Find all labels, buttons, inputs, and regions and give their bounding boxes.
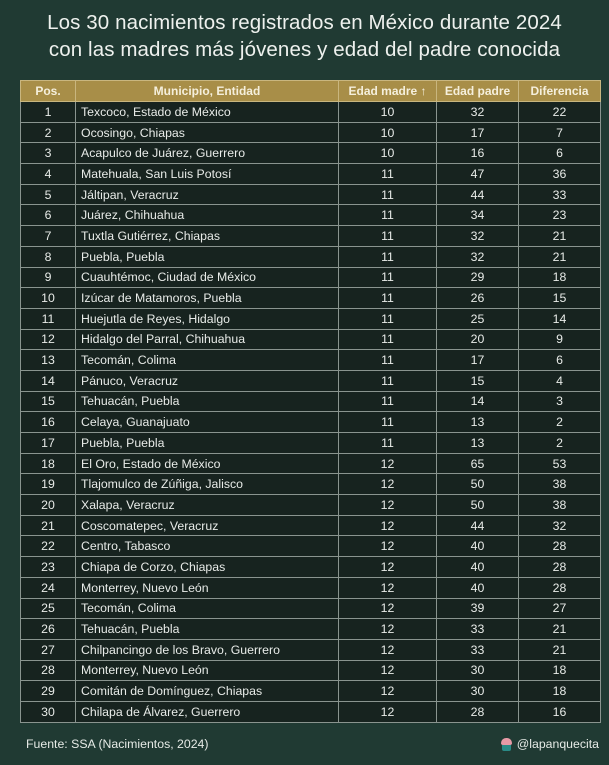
cell-edad-madre: 11 [339,226,437,247]
table-row [21,267,601,288]
cell-edad-padre: 50 [437,474,519,495]
cell-edad-madre: 10 [339,102,437,123]
cell-edad-padre: 28 [437,701,519,722]
cell-diferencia: 21 [519,639,601,660]
cell-edad-madre: 12 [339,598,437,619]
table-row [21,122,601,143]
table-row [21,515,601,536]
cell-edad-padre: 47 [437,164,519,185]
cell-edad-madre: 11 [339,412,437,433]
cell-diferencia: 27 [519,598,601,619]
cell-edad-padre: 14 [437,391,519,412]
table-row [21,660,601,681]
cell-pos: 21 [21,515,76,536]
author-handle [501,737,599,751]
cell-pos: 13 [21,350,76,371]
cell-pos: 30 [21,701,76,722]
cell-municipio: El Oro, Estado de México [76,453,339,474]
table-row [21,701,601,722]
cell-municipio: Chiapa de Corzo, Chiapas [76,557,339,578]
cell-diferencia: 6 [519,143,601,164]
cell-municipio: Pánuco, Veracruz [76,370,339,391]
page-title [0,9,609,63]
cell-edad-padre: 40 [437,536,519,557]
cell-diferencia: 21 [519,619,601,640]
cell-edad-madre: 12 [339,557,437,578]
cell-pos: 17 [21,433,76,454]
cell-edad-madre: 11 [339,288,437,309]
cell-municipio: Coscomatepec, Veracruz [76,515,339,536]
cell-pos: 10 [21,288,76,309]
cell-pos: 20 [21,495,76,516]
cell-edad-madre: 11 [339,246,437,267]
cell-diferencia: 2 [519,412,601,433]
cell-edad-madre: 11 [339,433,437,454]
cell-pos: 5 [21,184,76,205]
cell-edad-madre: 12 [339,660,437,681]
table-row [21,536,601,557]
cell-municipio: Tlajomulco de Zúñiga, Jalisco [76,474,339,495]
cell-municipio: Puebla, Puebla [76,246,339,267]
cell-edad-padre: 26 [437,288,519,309]
cell-diferencia: 21 [519,246,601,267]
cell-edad-madre: 10 [339,143,437,164]
cell-edad-padre: 16 [437,143,519,164]
cell-pos: 9 [21,267,76,288]
cell-pos: 29 [21,681,76,702]
cell-edad-madre: 11 [339,267,437,288]
cell-edad-padre: 32 [437,246,519,267]
cell-pos: 26 [21,619,76,640]
cell-municipio: Tecomán, Colima [76,350,339,371]
cell-pos: 6 [21,205,76,226]
cell-municipio: Tecomán, Colima [76,598,339,619]
table-row [21,681,601,702]
cell-edad-madre: 11 [339,184,437,205]
table-row [21,474,601,495]
table-body [21,102,601,723]
cell-municipio: Monterrey, Nuevo León [76,660,339,681]
cell-diferencia: 32 [519,515,601,536]
cell-edad-madre: 12 [339,639,437,660]
cell-pos: 14 [21,370,76,391]
cell-pos: 4 [21,164,76,185]
cell-edad-padre: 17 [437,122,519,143]
table-row [21,391,601,412]
cell-diferencia: 16 [519,701,601,722]
cell-diferencia: 23 [519,205,601,226]
cell-pos: 2 [21,122,76,143]
cell-diferencia: 18 [519,267,601,288]
cell-municipio: Jáltipan, Veracruz [76,184,339,205]
cell-diferencia: 2 [519,433,601,454]
cell-municipio: Tehuacán, Puebla [76,391,339,412]
cell-edad-madre: 11 [339,329,437,350]
cell-edad-madre: 12 [339,495,437,516]
cell-municipio: Tehuacán, Puebla [76,619,339,640]
cell-diferencia: 14 [519,308,601,329]
cell-municipio: Tuxtla Gutiérrez, Chiapas [76,226,339,247]
cell-municipio: Huejutla de Reyes, Hidalgo [76,308,339,329]
cell-edad-padre: 30 [437,660,519,681]
table-row [21,350,601,371]
cell-municipio: Texcoco, Estado de México [76,102,339,123]
table-row [21,577,601,598]
header-pos: Pos. [21,81,76,102]
table-row [21,619,601,640]
cell-pos: 12 [21,329,76,350]
cell-edad-madre: 11 [339,205,437,226]
cell-municipio: Cuauhtémoc, Ciudad de México [76,267,339,288]
table-row [21,433,601,454]
cell-edad-madre: 12 [339,701,437,722]
cell-municipio: Hidalgo del Parral, Chihuahua [76,329,339,350]
cell-diferencia: 28 [519,557,601,578]
cell-edad-madre: 12 [339,474,437,495]
cell-edad-padre: 20 [437,329,519,350]
cell-municipio: Chilapa de Álvarez, Guerrero [76,701,339,722]
cell-edad-madre: 12 [339,536,437,557]
cell-edad-padre: 13 [437,433,519,454]
cell-edad-padre: 40 [437,577,519,598]
cell-municipio: Celaya, Guanajuato [76,412,339,433]
cell-diferencia: 15 [519,288,601,309]
cell-municipio: Comitán de Domínguez, Chiapas [76,681,339,702]
cell-edad-padre: 44 [437,184,519,205]
cell-diferencia: 36 [519,164,601,185]
cell-pos: 16 [21,412,76,433]
cell-edad-madre: 12 [339,515,437,536]
cell-edad-padre: 40 [437,557,519,578]
table-row [21,598,601,619]
cell-edad-padre: 44 [437,515,519,536]
title-line-2: con las madres más jóvenes y edad del padre conocida [48,38,561,61]
cell-municipio: Xalapa, Veracruz [76,495,339,516]
cell-edad-padre: 50 [437,495,519,516]
cell-diferencia: 53 [519,453,601,474]
table-row [21,143,601,164]
cell-edad-padre: 15 [437,370,519,391]
cell-edad-padre: 13 [437,412,519,433]
cell-diferencia: 9 [519,329,601,350]
cell-diferencia: 18 [519,681,601,702]
cell-edad-padre: 33 [437,619,519,640]
title-line-1: Los 30 nacimientos registrados en México durante 2024 [47,11,562,34]
cell-edad-madre: 12 [339,681,437,702]
cell-pos: 1 [21,102,76,123]
table-row [21,370,601,391]
cell-municipio: Izúcar de Matamoros, Puebla [76,288,339,309]
cell-edad-padre: 32 [437,226,519,247]
table-row [21,205,601,226]
cell-edad-madre: 11 [339,370,437,391]
cell-diferencia: 6 [519,350,601,371]
cell-municipio: Ocosingo, Chiapas [76,122,339,143]
cell-diferencia: 33 [519,184,601,205]
header-edad-madre: Edad madre ↑ [339,81,437,102]
cell-edad-padre: 30 [437,681,519,702]
cell-edad-padre: 34 [437,205,519,226]
cell-edad-padre: 39 [437,598,519,619]
cell-edad-madre: 12 [339,577,437,598]
cell-municipio: Centro, Tabasco [76,536,339,557]
cell-pos: 22 [21,536,76,557]
cell-municipio: Chilpancingo de los Bravo, Guerrero [76,639,339,660]
cell-pos: 7 [21,226,76,247]
cell-diferencia: 3 [519,391,601,412]
cupcake-icon [501,738,512,751]
cell-pos: 25 [21,598,76,619]
table-row [21,308,601,329]
cell-edad-madre: 10 [339,122,437,143]
handle-text: @lapanquecita [516,737,599,751]
table-row [21,246,601,267]
cell-municipio: Acapulco de Juárez, Guerrero [76,143,339,164]
table-row [21,412,601,433]
cell-municipio: Puebla, Puebla [76,433,339,454]
cell-diferencia: 28 [519,536,601,557]
header-edad-padre: Edad padre [437,81,519,102]
cell-pos: 24 [21,577,76,598]
cell-edad-madre: 11 [339,164,437,185]
cell-municipio: Monterrey, Nuevo León [76,577,339,598]
cell-edad-padre: 33 [437,639,519,660]
cell-pos: 11 [21,308,76,329]
header-diferencia: Diferencia [519,81,601,102]
table-header [21,81,601,102]
cell-edad-madre: 11 [339,308,437,329]
table-row [21,226,601,247]
cell-diferencia: 7 [519,122,601,143]
cell-diferencia: 18 [519,660,601,681]
cell-pos: 28 [21,660,76,681]
cell-pos: 8 [21,246,76,267]
births-table-container [20,80,600,723]
cell-edad-madre: 11 [339,350,437,371]
cell-pos: 3 [21,143,76,164]
table-row [21,164,601,185]
cell-edad-padre: 32 [437,102,519,123]
cell-pos: 15 [21,391,76,412]
births-table [20,80,601,723]
cell-edad-padre: 17 [437,350,519,371]
table-row [21,102,601,123]
cell-edad-madre: 12 [339,453,437,474]
table-row [21,288,601,309]
table-row [21,329,601,350]
cell-pos: 19 [21,474,76,495]
cell-pos: 18 [21,453,76,474]
source-note: Fuente: SSA (Nacimientos, 2024) [26,737,209,751]
cell-edad-madre: 11 [339,391,437,412]
cell-diferencia: 38 [519,474,601,495]
cell-edad-padre: 29 [437,267,519,288]
table-row [21,557,601,578]
cell-diferencia: 22 [519,102,601,123]
cell-diferencia: 4 [519,370,601,391]
table-row [21,639,601,660]
table-row [21,495,601,516]
header-municipio: Municipio, Entidad [76,81,339,102]
header-row [21,81,601,102]
cell-diferencia: 28 [519,577,601,598]
cell-diferencia: 38 [519,495,601,516]
cell-municipio: Juárez, Chihuahua [76,205,339,226]
cell-edad-padre: 25 [437,308,519,329]
cell-pos: 23 [21,557,76,578]
cell-diferencia: 21 [519,226,601,247]
cell-pos: 27 [21,639,76,660]
cell-edad-madre: 12 [339,619,437,640]
table-row [21,453,601,474]
cell-municipio: Matehuala, San Luis Potosí [76,164,339,185]
table-row [21,184,601,205]
cell-edad-padre: 65 [437,453,519,474]
